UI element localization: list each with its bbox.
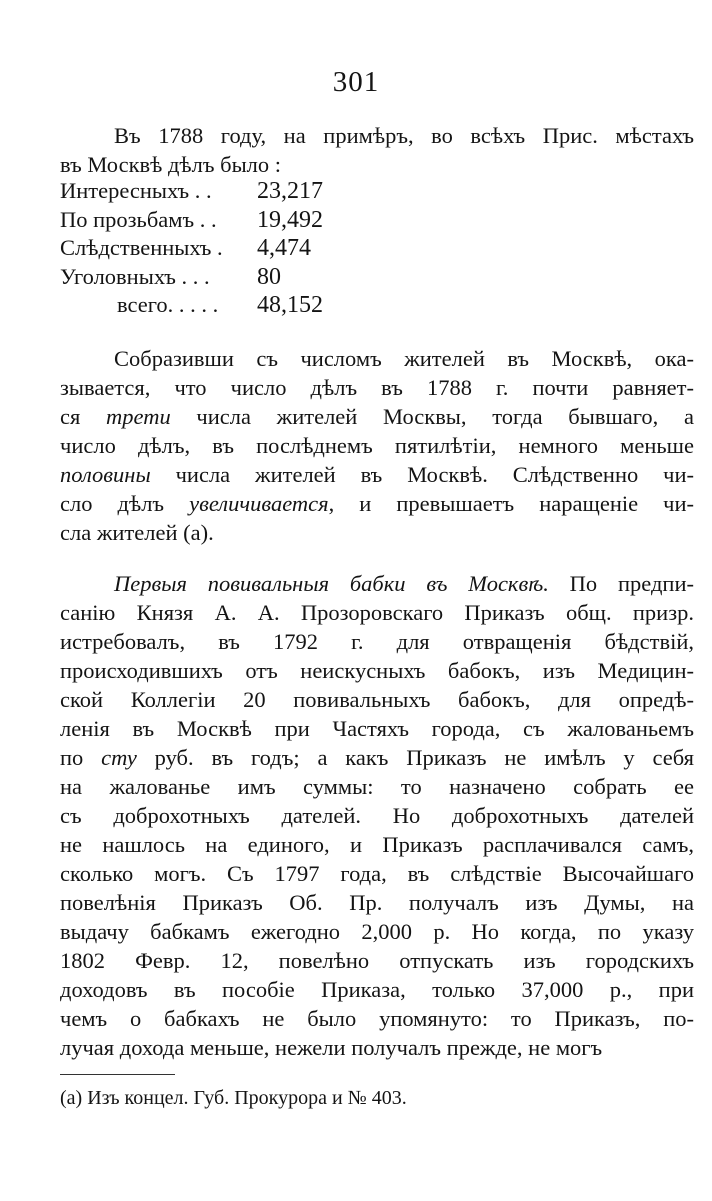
text-line <box>60 830 694 860</box>
text-line <box>60 627 694 657</box>
text-line <box>60 888 694 918</box>
table-row <box>60 176 323 206</box>
footnote-divider <box>60 1074 175 1075</box>
text-line <box>60 714 694 744</box>
table-row-label: Интересныхъ . . <box>60 178 212 203</box>
text-line <box>60 946 694 976</box>
table-row-label: Уголовныхъ . . . <box>60 264 210 289</box>
intro-line: въ Москвѣ дѣлъ было : <box>60 152 282 177</box>
text-run: руб. въ годъ; а какъ Приказъ не имѣлъ у себя <box>136 745 694 770</box>
text-run: зывается, что число дѣлъ въ 1788 г. почти равняет- <box>60 375 694 400</box>
text-line <box>60 685 694 715</box>
italic-text-run: половины <box>60 462 151 487</box>
text-run: 1802 Февр. 12, повелѣно отпускать изъ городскихъ <box>60 948 694 973</box>
text-run: По предпи- <box>548 571 694 596</box>
text-run: число дѣлъ, въ послѣднемъ пятилѣтіи, немного меньше <box>60 433 694 458</box>
text-run: лучая дохода меньше, нежели получалъ прежде, не могъ <box>60 1035 603 1060</box>
table-total-label: всего. . . . . <box>117 292 219 317</box>
table-row-label: По прозьбамъ . . <box>60 207 217 232</box>
text-line <box>60 598 694 628</box>
text-line <box>60 489 694 519</box>
text-run: Собразивши съ числомъ жителей въ Москвѣ, ока- <box>114 346 694 371</box>
text-run: ленія въ Москвѣ при Частяхъ города, съ жалованьемъ <box>60 716 694 741</box>
text-line <box>60 1004 694 1034</box>
text-run: не нашлось на единого, и Приказъ расплачивался самъ, <box>60 832 694 857</box>
text-run: съ доброхотныхъ дателей. Но доброхотныхъ дателей <box>60 803 694 828</box>
italic-text-run: сту <box>101 745 137 770</box>
table-row <box>60 205 323 235</box>
text-line <box>60 344 694 374</box>
text-line <box>60 569 694 599</box>
page-number: 301 <box>332 66 380 98</box>
italic-text-run: трети <box>106 404 171 429</box>
text-run: ской Коллегіи 20 повивальныхъ бабокъ, для опредѣ- <box>60 687 694 712</box>
intro-line: Въ 1788 году, на примѣръ, во всѣхъ Прис. мѣстахъ <box>114 123 694 148</box>
text-run: сколько могъ. Съ 1797 года, въ слѣдствіе Высочайшаго <box>60 861 694 886</box>
italic-text-run: Первыя повивальныя бабки въ Москвѣ. <box>114 571 549 596</box>
table-row <box>60 233 311 263</box>
text-run: доходовъ въ пособіе Приказа, только 37,000 р., при <box>60 977 694 1002</box>
text-line <box>60 772 694 802</box>
text-run: сла жителей (а). <box>60 520 214 545</box>
table-total-row <box>60 290 323 320</box>
text-line <box>60 743 694 773</box>
text-run: происходившихъ отъ неискусныхъ бабокъ, изъ Медицин- <box>60 658 694 683</box>
text-run: ся <box>60 404 107 429</box>
text-line <box>60 1033 694 1063</box>
text-run: санію Князя А. А. Прозоровскаго Приказъ общ. призр. <box>60 600 694 625</box>
text-run: выдачу бабкамъ ежегодно 2,000 р. Но когда, по указу <box>60 919 694 944</box>
text-line <box>60 460 694 490</box>
table-row-value: 4,474 <box>257 235 311 261</box>
text-run: сло дѣлъ <box>60 491 190 516</box>
footnote: (а) Изъ концел. Губ. Прокурора и № 403. <box>60 1087 407 1109</box>
text-run: повелѣнія Приказъ Об. Пр. получалъ изъ Думы, на <box>60 890 694 915</box>
text-run: , и превышаетъ наращеніе чи- <box>328 491 695 516</box>
table-row-value: 23,217 <box>257 178 323 204</box>
text-line <box>60 859 694 889</box>
text-run: чемъ о бабкахъ не было упомянуто: то Приказъ, по- <box>60 1006 694 1031</box>
text-line <box>60 975 694 1005</box>
text-run: на жалованье имъ суммы: то назначено собрать ее <box>60 774 694 799</box>
text-run: числа жителей въ Москвѣ. Слѣдственно чи- <box>150 462 694 487</box>
text-line <box>60 402 694 432</box>
text-line <box>60 801 694 831</box>
table-total-value: 48,152 <box>257 292 323 318</box>
text-line <box>60 373 694 403</box>
text-run: по <box>60 745 102 770</box>
text-line <box>60 518 694 548</box>
table-row-value: 80 <box>257 264 281 290</box>
text-run: числа жителей Москвы, тогда бывшаго, а <box>170 404 694 429</box>
table-row-value: 19,492 <box>257 207 323 233</box>
text-line <box>60 917 694 947</box>
text-run: истребовалъ, въ 1792 г. для отвращенія бѣдствій, <box>60 629 694 654</box>
italic-text-run: увеличивается <box>189 491 329 516</box>
text-line <box>60 431 694 461</box>
text-line <box>60 656 694 686</box>
table-row-label: Слѣдственныхъ . <box>60 235 223 260</box>
table-row <box>60 262 281 292</box>
